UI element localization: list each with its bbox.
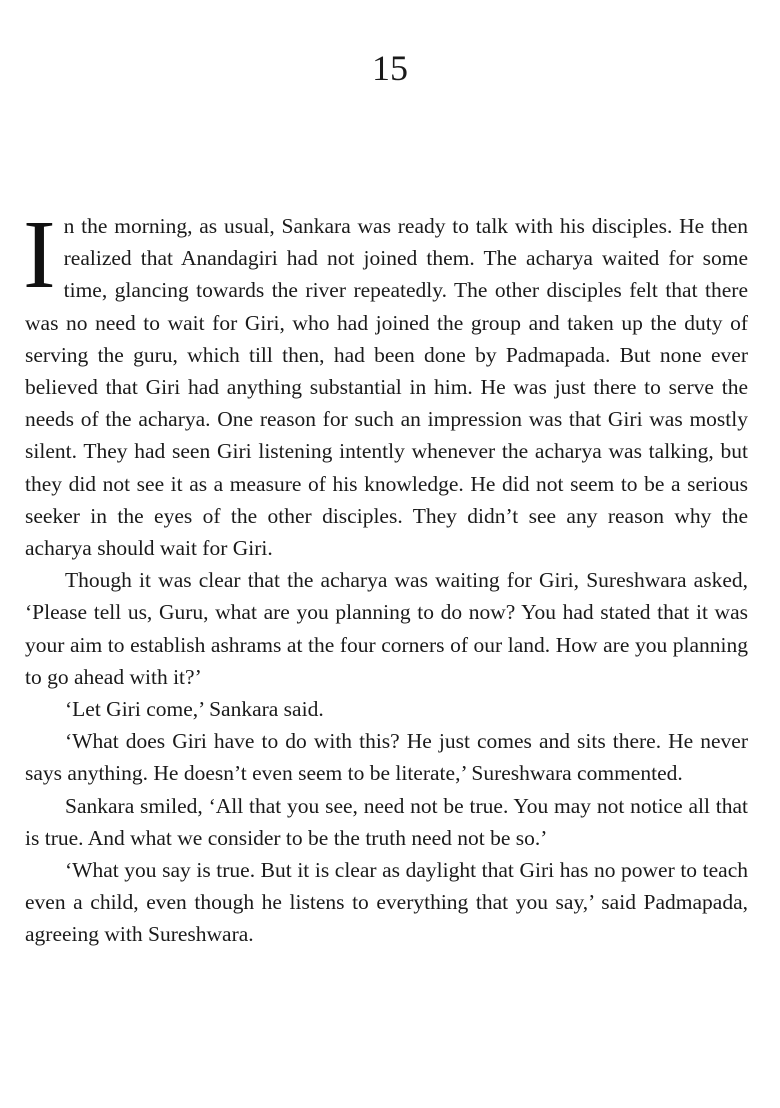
chapter-number: 15 — [372, 48, 408, 88]
paragraph-3: ‘Let Giri come,’ Sankara said. — [65, 697, 324, 722]
paragraph-4: ‘What does Giri have to do with this? He just comes and sits there. He never says anything. He doesn’t even seem to be literate,’ Sureshwara commented. — [25, 729, 748, 786]
chapter-body — [23, 201, 748, 951]
paragraph-6: ‘What you say is true. But it is clear as daylight that Giri has no power to teach even a child, even though he listens to everything that you say,’ said Padmapada, agreeing with Sureshwara. — [25, 858, 748, 947]
paragraph-5: Sankara smiled, ‘All that you see, need not be true. You may not notice all that is true. And what we consider to be the truth need not be so.’ — [25, 793, 748, 850]
drop-cap-letter: I — [23, 201, 56, 309]
paragraph-1 — [23, 201, 748, 564]
paragraph-1-text: n the morning, as usual, Sankara was ready to talk with his disciples. He then realized that Anandagiri had not joined them. The acharya waited for some time, glancing towards the river repeatedly. The other disciples felt that there was no need to wait for Giri, who had joined the group and taken up the duty of serving the guru, which till then, had been done by Padmapada. But none ever believed that Giri had anything substantial in him. He was just there to serve the needs of the acharya. One reason for such an impression was that Giri was mostly silent. They had seen Giri listening intently whenever the acharya was talking, but they did not see it as a measure of his knowledge. He did not seem to be a serious seeker in the eyes of the other disciples. They didn’t see any reason why the acharya should wait for Giri. — [25, 214, 748, 561]
paragraph-2: Though it was clear that the acharya was waiting for Giri, Sureshwara asked, ‘Please tell us, Guru, what are you planning to do now? You had stated that it was your aim to establish ashrams at the four corners of our land. How are you planning to go ahead with it?’ — [25, 568, 748, 689]
